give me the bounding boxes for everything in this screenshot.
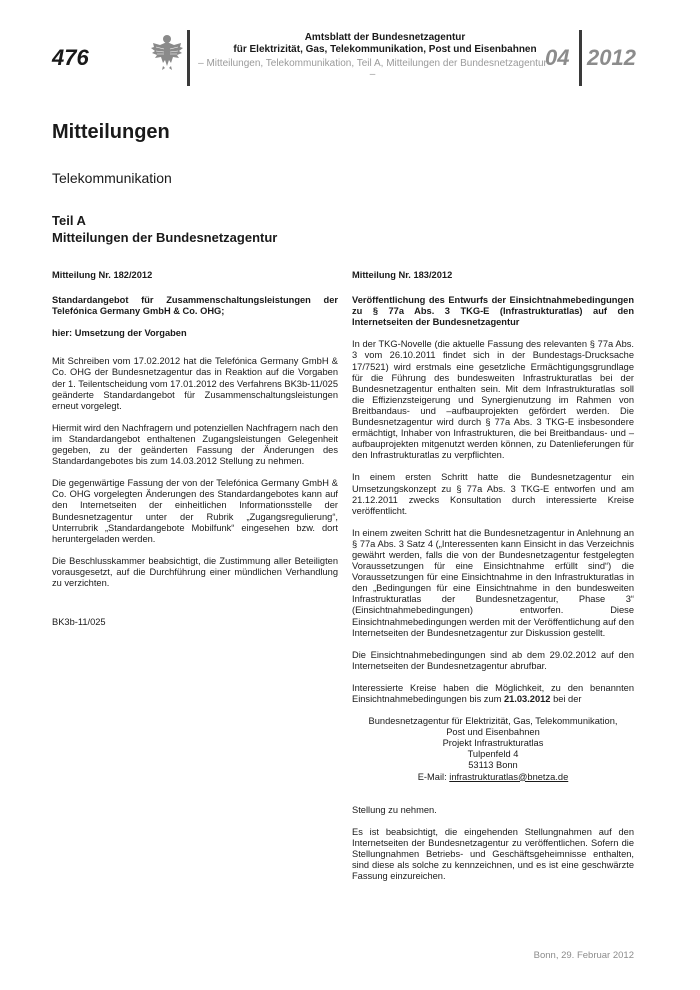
section-breadcrumb: – Mitteilungen, Telekommunikation, Teil A, Mitteilungen der Bundesnetzagentur – <box>198 58 547 80</box>
paragraph: Hiermit wird den Nachfragern und potenziellen Nachfragern nach den im Standardangebot enthaltenen Zugangsleistungen Gelegenheit gegeben, zu der geänderten Fassung der Änderungen des Standardangebotes bis zum 14.03.2012 Stellung zu nehmen. <box>52 422 338 467</box>
part-heading <box>52 212 277 246</box>
paragraph: Die Einsichtnahmebedingungen sind ab dem 29.02.2012 auf den Internetseiten der Bundesnetzagentur abrufbar. <box>352 649 634 671</box>
paragraph: In der TKG-Novelle (die aktuelle Fassung des relevanten § 77a Abs. 3 vom 26.10.2011 findet sich in der Bundestags-Drucksache 17/7521) wird erstmals eine gesetzliche Ermächtigungsgrundlage für die Führung des bundesweiten Infrastrukturatlas bei der Bundesnetzagentur enthalten sein. Mit dem Infrastrukturatlas soll die Effizienzsteigerung und Synergienutzung im Rahmen von Breitbandaus- und –aufbauprojekten gefördert werden. Die Bundesnetzagentur wird durch § 77a Abs. 3 TKG-E insbesondere ermächtigt, Inhaber von Infrastrukturen, die bei Breitbandaus- und –aufbauprojekten mitgenutzt werden können, zu Datenlieferungen für den Infrastrukturatlas zu verpflichten. <box>352 339 634 461</box>
header-divider-left <box>187 30 190 86</box>
issue-year: 2012 <box>587 45 636 70</box>
address-line: Bundesnetzagentur für Elektrizität, Gas, Telekommunikation, <box>368 716 618 727</box>
address-line: Post und Eisenbahnen <box>446 727 540 738</box>
subsection-title: Telekommunikation <box>52 170 172 186</box>
paragraph: Mit Schreiben vom 17.02.2012 hat die Telefónica Germany GmbH & Co. OHG der Bundesnetzagentur das in Reaktion auf die Vorgaben der 1. Teilentscheidung vom 17.01.2012 des Verfahrens BK3b-11/025 geänderte Standardangebot für Zusammenschaltungsleistungen erneut vorgelegt. <box>52 356 338 411</box>
notice-number: Mitteilung Nr. 182/2012 <box>52 270 153 280</box>
notice-182 <box>52 270 338 639</box>
paragraph: Die gegenwärtige Fassung der von der Telefónica Germany GmbH & Co. OHG vorgelegten Änderungen des Standardangebotes kann auf den Internetseiten der einheitlichen Informationsstelle der Bundesnetzagentur unter der Rubrik „Zugangsregulierung“, Unterrubrik „Standardangebote Mobilfunk“ eingesehen bzw. dort heruntergeladen werden. <box>52 478 338 544</box>
notice-183 <box>352 270 634 893</box>
deadline-date: 21.03.2012 <box>503 694 551 704</box>
part-name: Mitteilungen der Bundesnetzagentur <box>52 230 278 245</box>
address-line: Tulpenfeld 4 <box>467 749 519 760</box>
paragraph: In einem ersten Schritt hatte die Bundesnetzagentur ein Umsetzungskonzept zu § 77a Abs. 3 TKG-E entworfen und am 21.12.2011 zwecks Konsultation durch interessierte Kreise veröffentlicht. <box>352 472 634 516</box>
email-link[interactable]: infrastrukturatlas@bnetza.de <box>449 771 569 782</box>
notice-title: Standardangebot für Zusammenschaltungsleistungen der Telefónica Germany GmbH & Co. OHG; <box>52 295 338 317</box>
email-label: E-Mail: <box>417 771 450 782</box>
email-line <box>352 772 634 783</box>
issue-number: 04 <box>545 45 570 70</box>
federal-eagle-icon <box>150 33 184 71</box>
publication-date: Bonn, 29. Februar 2012 <box>533 950 634 961</box>
notice-subtitle: hier: Umsetzung der Vorgaben <box>52 328 187 339</box>
paragraph <box>352 683 634 705</box>
deadline-text: Interessierte Kreise haben die Möglichkeit, zu den benannten Einsichtnahmebedingungen bis zum <box>352 682 634 704</box>
notice-number: Mitteilung Nr. 183/2012 <box>352 270 453 280</box>
gazette-subtitle: für Elektrizität, Gas, Telekommunikation, Post und Eisenbahnen <box>233 44 537 55</box>
address-line: 53113 Bonn <box>468 760 518 771</box>
header-divider-right <box>579 30 582 86</box>
page-number: 476 <box>52 45 89 70</box>
gazette-title: Amtsblatt der Bundesnetzagentur <box>304 32 466 43</box>
paragraph: Stellung zu nehmen. <box>352 804 437 815</box>
notice-title: Veröffentlichung des Entwurfs der Einsichtnahmebedingungen zu § 77a Abs. 3 TKG-E (Infrastrukturatlas) auf den Internetseiten der Bundesnetzagentur <box>352 295 634 328</box>
paragraph: Es ist beabsichtigt, die eingehenden Stellungnahmen auf den Internetseiten der Bundesnetzagentur zu veröffentlichen. Sofern die Stellungnahmen Betriebs- und Geschäftsgeheimnisse enthalten, sind diese als solche zu kennzeichnen, und es ist eine geschwärzte Fassung einzureichen. <box>352 826 634 882</box>
paragraph: Die Beschlusskammer beabsichtigt, die Zustimmung aller Beteiligten vorausgesetzt, auf die Durchführung einer mündlichen Verhandlung zu verzichten. <box>52 555 338 588</box>
paragraph: In einem zweiten Schritt hat die Bundesnetzagentur in Anlehnung an § 77a Abs. 3 Satz 4 („Interessenten kann Einsicht in das Verzeichnis gewährt werden, falls die von der Bundesnetzagentur festgelegten Voraussetzungen für eine Einsichtnahme erfüllt sind“) die Voraussetzungen für eine Einsichtnahme in den Infrastrukturatlas in den „Bedingungen für eine Einsichtnahme in den bundesweiten Infrastrukturatlas der Bundesnetzagentur, Phase 3“ (Einsichtnahmebedingungen) entworfen. Diese Einsichtnahmebedingungen werden mit der Veröffentlichung auf den Internetseiten der Bundesnetzagentur zur Diskussion gestellt. <box>352 527 634 638</box>
part-label: Teil A <box>52 213 86 228</box>
case-reference: BK3b-11/025 <box>52 617 106 628</box>
address-block <box>352 716 634 783</box>
deadline-text-end: bei der <box>550 694 582 704</box>
section-title: Mitteilungen <box>52 121 170 143</box>
address-line: Projekt Infrastrukturatlas <box>442 738 544 749</box>
